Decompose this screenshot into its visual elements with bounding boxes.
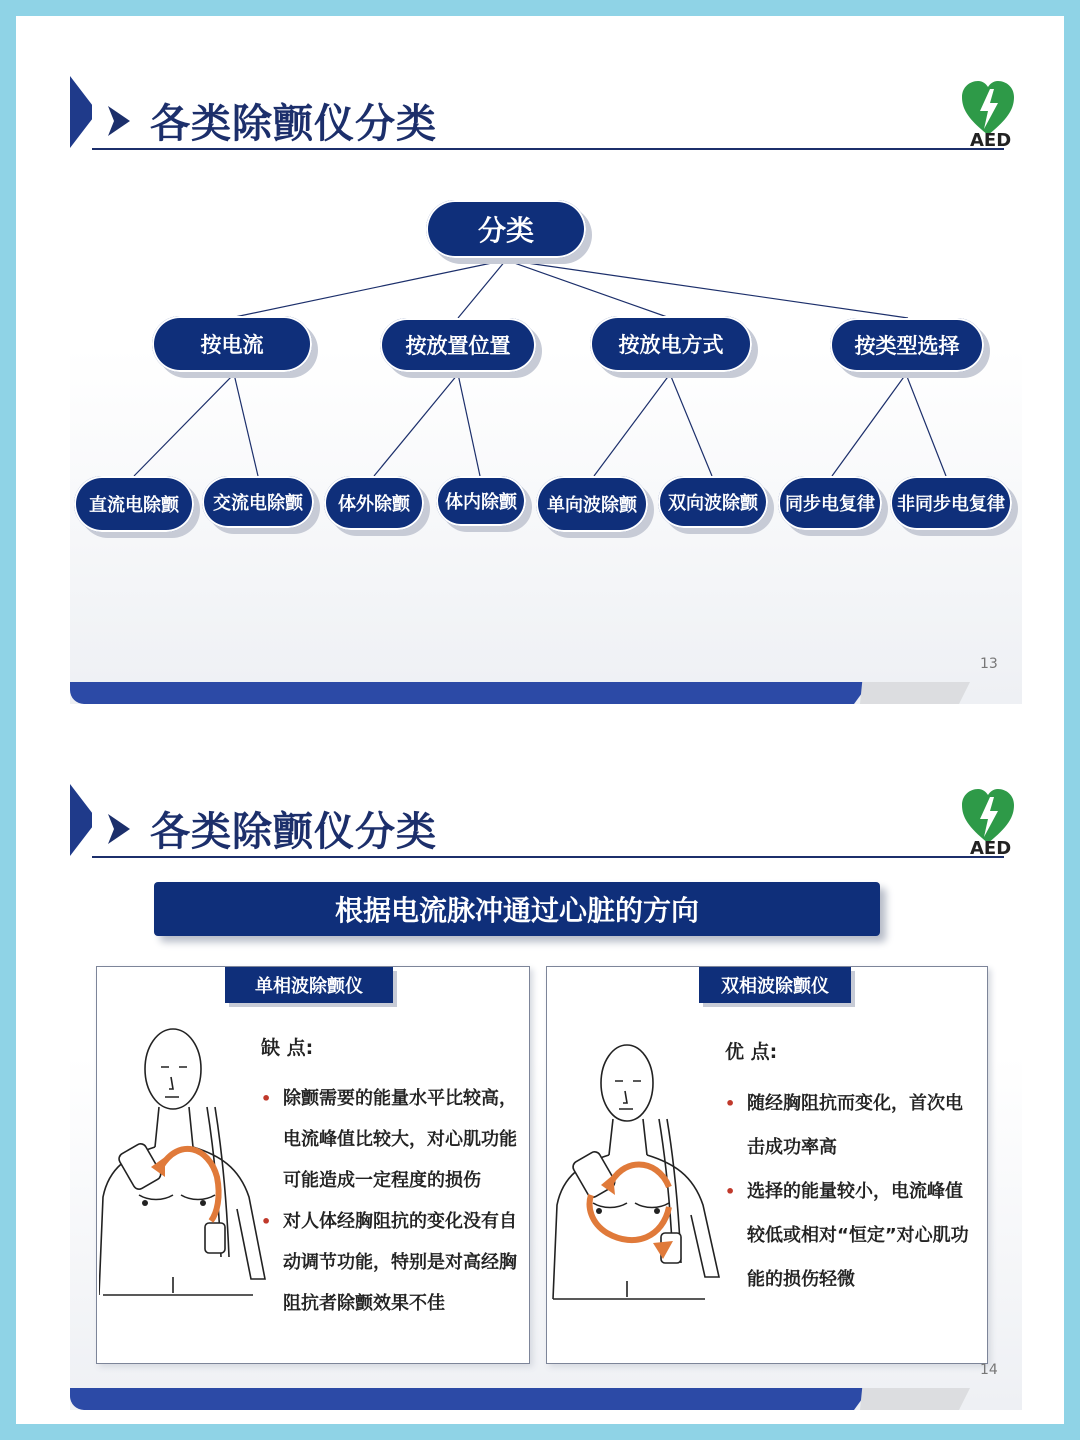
title-underline [92,856,1004,858]
aed-logo-text: AED [970,838,1012,859]
torso-biphasic-illustration [551,1037,721,1307]
category-node-discharge: 按放电方式 [590,316,752,372]
biphasic-text [725,1037,977,1302]
leaf-node-unsynchronized: 非同步电复律 [890,476,1012,530]
leaf-node-dc: 直流电除颤 [74,476,194,532]
slide-title: 各类除颤仪分类 [150,101,437,147]
footer-bar [70,682,1022,704]
leaf-node-internal: 体内除颤 [436,476,526,526]
page-number: 14 [980,1362,998,1378]
cons-bullet: • 除颤需要的能量水平比较高，电流峰值比较大，对心肌功能可能造成一定程度的损伤 [261,1088,517,1191]
slide-13 [70,56,1022,704]
monophasic-panel [96,966,530,1364]
biphasic-panel [546,966,988,1364]
leaf-node-external: 体外除颤 [324,476,424,530]
leaf-node-ac: 交流电除颤 [202,476,314,528]
category-node-current: 按电流 [152,316,312,372]
page-frame [16,16,1064,1424]
page-number: 13 [980,656,998,672]
leaf-node-biphasic: 双向波除颤 [658,476,768,528]
aed-logo-text: AED [970,130,1012,151]
pros-bullet: • 选择的能量较小，电流峰值较低或相对“恒定”对心肌功能的损伤轻微 [725,1181,969,1290]
category-node-position: 按放置位置 [380,318,536,372]
footer-bar [70,1388,1022,1410]
slide-14 [70,764,1022,1410]
category-node-type: 按类型选择 [830,318,984,372]
leaf-node-synchronized: 同步电复律 [778,476,882,530]
title-accent-bar [70,784,92,856]
cons-heading: 缺 点: [261,1037,314,1059]
slide-title: 各类除颤仪分类 [150,809,437,855]
pros-heading: 优 点: [725,1041,778,1063]
arrow-right-icon [106,812,132,846]
panel-tag: 双相波除颤仪 [699,967,851,1003]
cons-bullet: • 对人体经胸阻抗的变化没有自动调节功能，特别是对高经胸阻抗者除颤效果不佳 [261,1211,517,1314]
torso-monophasic-illustration [99,1017,269,1307]
section-banner: 根据电流脉冲通过心脏的方向 [154,882,880,936]
leaf-node-monophasic: 单向波除颤 [536,476,648,532]
panel-tag: 单相波除颤仪 [225,967,393,1003]
monophasic-text [261,1033,521,1324]
tree-root-node: 分类 [426,200,586,258]
pros-bullet: • 随经胸阻抗而变化，首次电击成功率高 [725,1093,963,1158]
